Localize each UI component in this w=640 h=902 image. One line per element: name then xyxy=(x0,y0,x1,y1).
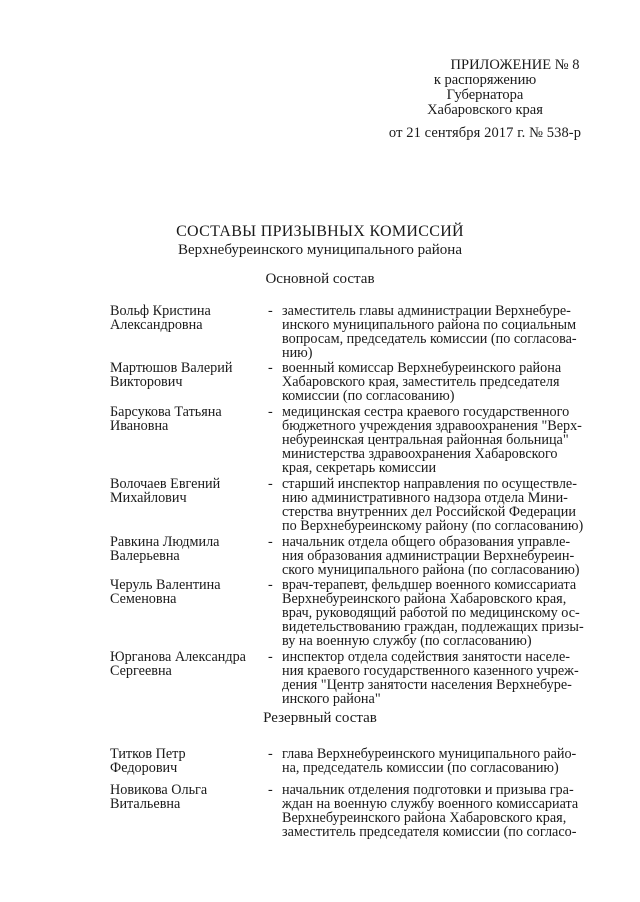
role-line: края, секретарь комиссии xyxy=(282,460,437,476)
role-line: заместитель главы администрации Верхнебуре- xyxy=(282,303,571,319)
member-patronymic-line: Семеновна xyxy=(110,591,177,607)
role-line: видетельствованию граждан, подлежащих призы- xyxy=(282,619,584,635)
role-line: начальник отдела общего образования управле- xyxy=(282,534,571,550)
appendix-line-1: к распоряжению xyxy=(433,72,537,88)
role-line: по Верхнебуреинскому району (по согласованию) xyxy=(282,518,584,534)
member-role xyxy=(282,405,608,475)
member-name xyxy=(110,578,270,606)
member-role xyxy=(282,304,608,360)
member-surname-line: Волочаев Евгений xyxy=(110,476,221,492)
role-line: инского района" xyxy=(282,691,381,707)
role-line: заместитель председателя комиссии (по согласо- xyxy=(282,824,577,840)
role-line: ния краевого государственного казенного учреж- xyxy=(282,663,579,679)
member-surname-line: Мартюшов Валерий xyxy=(110,360,233,376)
member-role xyxy=(282,361,608,403)
appendix-date: от 21 сентября 2017 г. № 538-р xyxy=(388,125,582,141)
member-name xyxy=(110,650,270,678)
section-heading-reserve: Резервный состав xyxy=(263,710,377,726)
member-dash: - xyxy=(268,577,273,593)
member-name xyxy=(110,405,270,433)
role-line: дения "Центр занятости населения Верхнебуре- xyxy=(282,677,572,693)
member-surname-line: Равкина Людмила xyxy=(110,534,220,550)
member-patronymic-line: Сергеевна xyxy=(110,663,172,679)
role-line: глава Верхнебуреинского муниципального райо- xyxy=(282,746,577,762)
role-line: ждан на военную службу военного комиссариата xyxy=(282,796,579,812)
member-name xyxy=(110,477,270,505)
role-line: Хабаровского края, заместитель председателя xyxy=(282,374,560,390)
role-line: на, председатель комиссии (по согласованию) xyxy=(282,760,559,776)
role-line: Верхнебуреинского района Хабаровского края, xyxy=(282,810,567,826)
member-surname-line: Вольф Кристина xyxy=(110,303,211,319)
role-line: инского муниципального района по социальным xyxy=(282,317,577,333)
member-name xyxy=(110,783,270,811)
member-patronymic-line: Федорович xyxy=(110,760,178,776)
member-dash: - xyxy=(268,649,273,665)
member-name xyxy=(110,535,270,563)
role-line: нию) xyxy=(282,345,313,361)
member-patronymic-line: Витальевна xyxy=(110,796,181,812)
member-patronymic-line: Ивановна xyxy=(110,418,169,434)
member-surname-line: Барсукова Татьяна xyxy=(110,404,222,420)
appendix-header xyxy=(370,58,600,141)
member-role xyxy=(282,650,608,706)
member-dash: - xyxy=(268,360,273,376)
member-role xyxy=(282,535,608,577)
member-surname-line: Черуль Валентина xyxy=(110,577,221,593)
section-heading-main: Основной состав xyxy=(265,271,375,287)
role-line: небуреинская центральная районная больница" xyxy=(282,432,569,448)
member-patronymic-line: Александровна xyxy=(110,317,203,333)
role-line: ского муниципального района (по согласованию) xyxy=(282,562,580,578)
member-patronymic-line: Михайлович xyxy=(110,490,187,506)
role-line: нию административного надзора отдела Мини- xyxy=(282,490,568,506)
member-role xyxy=(282,477,608,533)
role-line: комиссии (по согласованию) xyxy=(282,388,455,404)
role-line: министерства здравоохранения Хабаровского xyxy=(282,446,558,462)
member-name xyxy=(110,747,270,775)
member-dash: - xyxy=(268,746,273,762)
member-surname-line: Титков Петр xyxy=(110,746,186,762)
role-line: вопросам, председатель комиссии (по согласова- xyxy=(282,331,577,347)
member-role xyxy=(282,578,608,648)
appendix-number: ПРИЛОЖЕНИЕ № 8 xyxy=(450,57,580,73)
role-line: Верхнебуреинского района Хабаровского края, xyxy=(282,591,567,607)
document-title: СОСТАВЫ ПРИЗЫВНЫХ КОМИССИЙ xyxy=(176,223,464,240)
member-patronymic-line: Викторович xyxy=(110,374,183,390)
member-dash: - xyxy=(268,534,273,550)
member-patronymic-line: Валерьевна xyxy=(110,548,180,564)
member-dash: - xyxy=(268,404,273,420)
member-surname-line: Новикова Ольга xyxy=(110,782,208,798)
role-line: бюджетного учреждения здравоохранения "Верх- xyxy=(282,418,582,434)
role-line: начальник отделения подготовки и призыва гра- xyxy=(282,782,574,798)
appendix-line-3: Хабаровского края xyxy=(427,102,543,118)
role-line: врач, руководящий работой по медицинскому ос- xyxy=(282,605,580,621)
document-subtitle: Верхнебуреинского муниципального района xyxy=(177,242,462,258)
appendix-line-2: Губернатора xyxy=(446,87,524,103)
member-dash: - xyxy=(268,476,273,492)
member-name xyxy=(110,304,270,332)
role-line: инспектор отдела содействия занятости населе- xyxy=(282,649,571,665)
member-name xyxy=(110,361,270,389)
member-dash: - xyxy=(268,303,273,319)
role-line: врач-терапевт, фельдшер военного комиссариата xyxy=(282,577,577,593)
role-line: медицинская сестра краевого государственного xyxy=(282,404,570,420)
role-line: ния образования администрации Верхнебуреин- xyxy=(282,548,575,564)
role-line: стерства внутренних дел Российской Федерации xyxy=(282,504,576,520)
role-line: старший инспектор направления по осуществле- xyxy=(282,476,577,492)
member-dash: - xyxy=(268,782,273,798)
member-surname-line: Юрганова Александра xyxy=(110,649,246,665)
member-role xyxy=(282,747,608,775)
member-role xyxy=(282,783,608,839)
role-line: ву на военную службу (по согласованию) xyxy=(282,633,532,649)
role-line: военный комиссар Верхнебуреинского района xyxy=(282,360,562,376)
